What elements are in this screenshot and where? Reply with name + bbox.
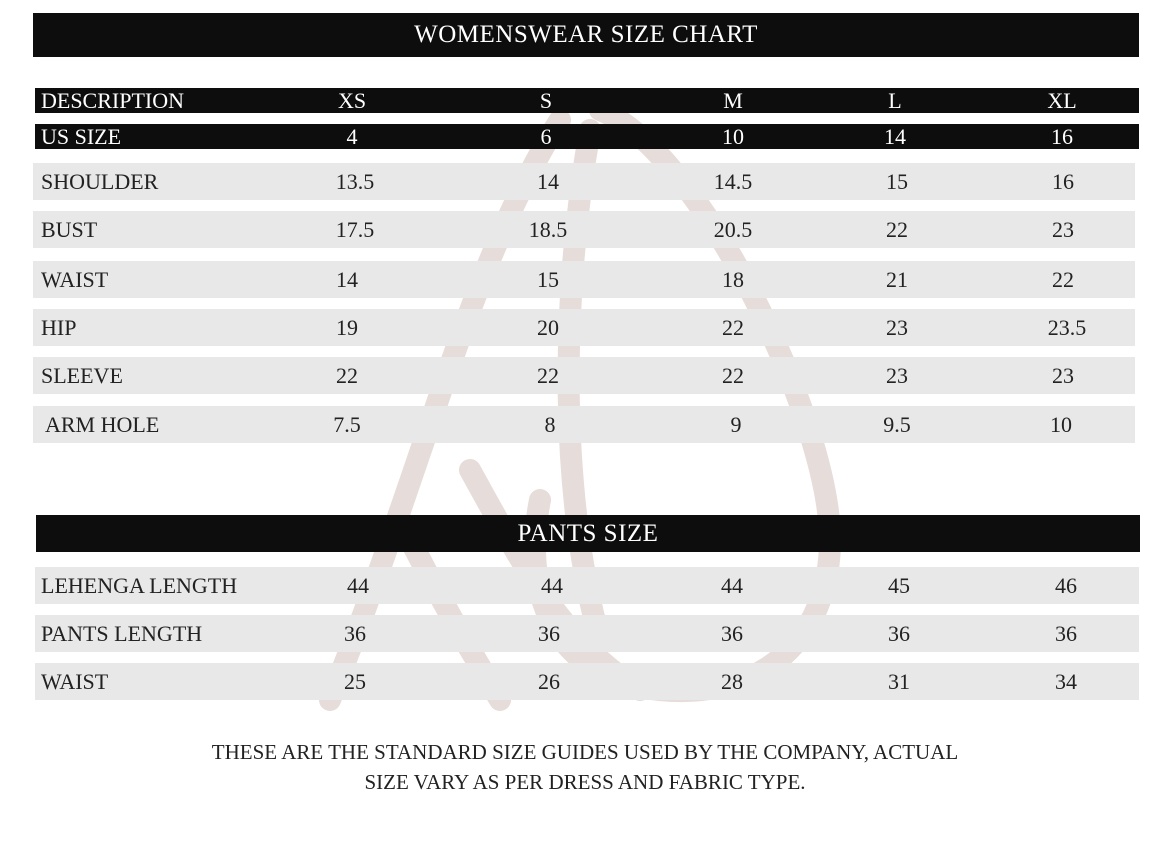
cell-value: 45 [888,572,910,598]
row-label: ARM HOLE [45,411,160,437]
us-size-value: 10 [722,123,744,149]
cell-value: 14 [537,168,559,194]
cell-value: 36 [344,620,366,646]
cell-value: 19 [336,314,358,340]
us-size-value: 14 [884,123,906,149]
description-label: DESCRIPTION [41,87,185,113]
row-label: HIP [41,314,77,340]
us-size-value: 6 [540,123,552,149]
cell-value: 18 [722,266,744,292]
cell-value: 23 [886,314,908,340]
table-row [35,663,1139,700]
cell-value: 44 [721,572,743,598]
row-label: SHOULDER [41,168,159,194]
table-row [35,567,1139,604]
size-m: M [723,87,743,113]
cell-value: 31 [888,668,910,694]
cell-value: 22 [722,314,744,340]
cell-value: 9.5 [883,411,911,437]
size-chart-title: WOMENSWEAR SIZE CHART [33,13,1139,57]
cell-value: 44 [541,572,563,598]
size-header-row [35,88,1139,113]
cell-value: 25 [344,668,366,694]
cell-value: 13.5 [335,168,375,194]
table-row [33,406,1135,443]
cell-value: 28 [721,668,743,694]
size-xs: XS [337,87,367,113]
table-row [35,615,1139,652]
cell-value: 22 [336,362,358,388]
row-label: SLEEVE [41,362,123,388]
cell-value: 23.5 [1047,314,1087,340]
cell-value: 22 [537,362,559,388]
cell-value: 20 [537,314,559,340]
cell-value: 8 [544,411,556,437]
table-row [33,211,1135,248]
cell-value: 36 [888,620,910,646]
us-size-row [35,124,1139,149]
pants-size-title: PANTS SIZE [36,515,1140,552]
table-row [33,261,1135,298]
cell-value: 14 [336,266,358,292]
table-row [33,309,1135,346]
row-label: PANTS LENGTH [41,620,203,646]
row-label: LEHENGA LENGTH [41,572,238,598]
table-row [33,357,1135,394]
cell-value: 26 [538,668,560,694]
row-label: WAIST [41,266,109,292]
cell-value: 36 [721,620,743,646]
size-disclaimer [0,737,1170,797]
cell-value: 7.5 [333,411,361,437]
size-l: L [888,87,902,113]
cell-value: 20.5 [713,216,753,242]
cell-value: 23 [1052,362,1074,388]
us-size-value: 4 [346,123,358,149]
disclaimer-line: THESE ARE THE STANDARD SIZE GUIDES USED BY THE COMPANY, ACTUAL [211,740,959,764]
cell-value: 14.5 [713,168,753,194]
cell-value: 15 [537,266,559,292]
us-size-label: US SIZE [41,123,122,149]
cell-value: 36 [538,620,560,646]
cell-value: 17.5 [335,216,375,242]
row-label: BUST [41,216,98,242]
disclaimer-line: SIZE VARY AS PER DRESS AND FABRIC TYPE. [364,770,806,794]
cell-value: 44 [347,572,369,598]
cell-value: 16 [1052,168,1074,194]
cell-value: 22 [886,216,908,242]
table-row [33,163,1135,200]
cell-value: 21 [886,266,908,292]
cell-value: 10 [1050,411,1072,437]
cell-value: 18.5 [528,216,568,242]
cell-value: 9 [730,411,742,437]
cell-value: 23 [886,362,908,388]
cell-value: 15 [886,168,908,194]
cell-value: 22 [1052,266,1074,292]
size-s: S [539,87,553,113]
cell-value: 34 [1055,668,1077,694]
row-label: WAIST [41,668,109,694]
cell-value: 46 [1055,572,1077,598]
cell-value: 22 [722,362,744,388]
cell-value: 36 [1055,620,1077,646]
size-xl: XL [1047,87,1077,113]
cell-value: 23 [1052,216,1074,242]
us-size-value: 16 [1051,123,1073,149]
